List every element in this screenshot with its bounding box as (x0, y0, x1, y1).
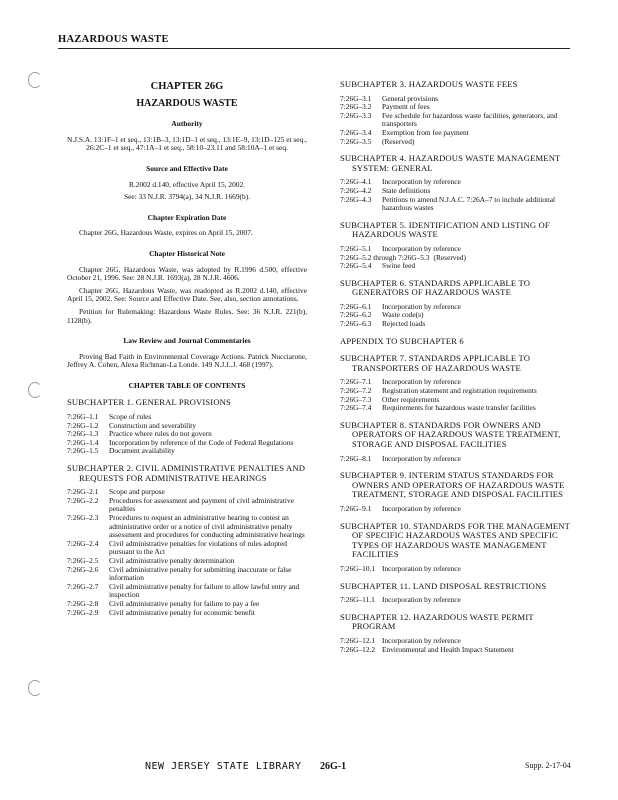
section-title: Civil administrative penalty for failure to allow lawful entry and inspection (109, 581, 300, 600)
chapter-number: CHAPTER 26G (150, 81, 224, 92)
section-title: (Reserved) (382, 136, 415, 146)
toc-entry (340, 303, 576, 312)
binder-hole-mark (28, 72, 42, 88)
binder-hole-mark (28, 382, 42, 398)
section-number: 7:26G–1.3 (67, 429, 99, 439)
section-title: (Reserved) (433, 252, 466, 262)
section-title: General provisions (382, 93, 439, 103)
section-title: Practice where rules do not govern (109, 429, 212, 439)
section-title: Civil administrative penalties for violations of rules adopted pursuant to the Act (109, 538, 287, 557)
section-number: 7:26G–2.4 (67, 538, 99, 548)
section-number: 7:26G–2.8 (67, 598, 99, 608)
toc-entry (340, 112, 576, 129)
subchapter-title: SUBCHAPTER 4. HAZARDOUS WASTE MANAGEMENT SYSTEM: GENERAL (340, 153, 561, 173)
toc-entry (340, 320, 576, 329)
section-number: 7:26G–1.2 (67, 420, 99, 430)
source-text: See: 33 N.J.R. 3794(a), 34 N.J.R. 1669(b). (123, 192, 251, 202)
section-number: 7:26G–6.1 (340, 301, 372, 311)
section-number: 7:26G–2.5 (67, 555, 99, 565)
toc-entry (340, 387, 576, 396)
history-note: Petition for Rulemaking: Hazardous Waste Rules. See: 36 N.J.R. 221(b), 1128(b). (67, 306, 307, 325)
section-title: Requirements for hazardous waste transfer facilities (382, 403, 536, 413)
toc-entry (340, 262, 576, 271)
section-title: Document availability (109, 446, 175, 456)
subchapter-title: SUBCHAPTER 11. LAND DISPOSAL RESTRICTIONS (340, 580, 547, 591)
toc-entry (340, 129, 576, 138)
section-number: 7:26G–12.2 (340, 644, 376, 654)
section-title: Incorporation by reference (382, 503, 461, 513)
section-number: 7:26G–8.1 (340, 453, 372, 463)
toc-entry (340, 404, 576, 413)
toc-entry (340, 455, 576, 464)
section-title: Scope and purpose (109, 487, 165, 497)
library-stamp: NEW JERSEY STATE LIBRARY (145, 761, 302, 772)
section-title: Incorporation by reference (382, 243, 461, 253)
section-title: Rejected loads (382, 319, 426, 329)
toc-entry (340, 311, 576, 320)
section-number: 7:26G–4.2 (340, 185, 372, 195)
toc-entry (340, 254, 576, 263)
toc-entry (340, 596, 576, 605)
subchapter-title: SUBCHAPTER 1. GENERAL PROVISIONS (67, 397, 231, 408)
toc-entry (340, 196, 576, 213)
section-title: Waste code(s) (382, 310, 424, 320)
section-title: Incorporation by reference (382, 301, 461, 311)
subchapter-title: SUBCHAPTER 3. HAZARDOUS WASTE FEES (340, 79, 518, 89)
history-note: Chapter 26G, Hazardous Waste, was adopted by R.1996 d.500, effective October 21, 1996. See: 28 N.J.R. 1693(a), 28 N.J.R. 4606. (67, 264, 307, 283)
history-heading: Chapter Historical Note (149, 248, 225, 258)
section-title: Scope of rules (109, 412, 152, 422)
section-number: 7:26G–7.3 (340, 394, 372, 404)
section-title: Incorporation by reference (382, 563, 461, 573)
authority-text: N.J.S.A. 13:1F–1 et seq., 13:1B–3, 13:1D–1 et seq., 13:1E–9, 13:1D–125 et seq., 26:2C–1 et seq., 47:1A–1 et seq., 58:10–23.11 and 58:10A–1 et seq. (67, 134, 307, 153)
section-number: 7:26G–11.1 (340, 595, 375, 605)
page-number: 26G-1 (320, 761, 347, 772)
section-title: Procedures to request an administrative hearing to contest an administrative order or a notice of civil administrative penalty assessment and procedures for conducting administrative hearings (109, 513, 305, 540)
subchapter-title: SUBCHAPTER 10. STANDARDS FOR THE MANAGEMENT OF SPECIFIC HAZARDOUS WASTES AND SPECIFIC TYPES OF HAZARDOUS WASTE MANAGEMENT FACILITIES (340, 520, 570, 560)
section-number: 7:26G–4.3 (340, 194, 372, 204)
toc-left (67, 398, 307, 617)
section-number: 7:26G–5.1 (340, 243, 372, 253)
section-title: Civil administrative penalty for failure to pay a fee (109, 598, 260, 608)
section-title: Fee schedule for hazardous waste facilities, generators, and transporters (382, 110, 558, 129)
toc-entry (67, 540, 307, 557)
toc-entry (340, 138, 576, 147)
section-title: Petitions to amend N.J.A.C. 7:26A–7 to include additional hazardous wastes (382, 194, 556, 213)
toc-entry (340, 646, 576, 655)
toc-entry (340, 178, 576, 187)
expiration-text: Chapter 26G, Hazardous Waste, expires on April 15, 2007. (79, 228, 253, 238)
section-title: Exemption from fee payment (382, 127, 469, 137)
section-title: Swine feed (382, 261, 416, 271)
toc-entry (340, 565, 576, 574)
source-heading: Source and Effective Date (146, 163, 228, 173)
section-number: 7:26G–5.4 (340, 261, 372, 271)
subchapter-title: SUBCHAPTER 9. INTERIM STATUS STANDARDS FOR OWNERS AND OPERATORS OF HAZARDOUS WASTE TREATMENT, STORAGE AND DISPOSAL FACILITIES (340, 470, 565, 500)
section-number: 7:26G–3.3 (340, 110, 372, 120)
toc-entry (67, 497, 307, 514)
section-title: Environmental and Health Impact Statement (382, 644, 514, 654)
section-number: 7:26G–6.3 (340, 319, 372, 329)
section-number: 7:26G–9.1 (340, 503, 372, 513)
section-number: 7:26G–1.4 (67, 437, 99, 447)
section-number: 7:26G–2.9 (67, 607, 99, 617)
section-number: 7:26G–7.1 (340, 377, 372, 387)
running-head: HAZARDOUS WASTE (58, 34, 169, 45)
header-rule (58, 48, 570, 49)
section-number: 7:26G–3.5 (340, 136, 372, 146)
authority-heading: Authority (171, 119, 203, 129)
section-title: Incorporation by reference (382, 377, 461, 387)
expiration-heading: Chapter Expiration Date (147, 212, 227, 222)
section-number: 7:26G–3.4 (340, 127, 372, 137)
section-number: 7:26G–2.7 (67, 581, 99, 591)
toc-entry (67, 566, 307, 583)
section-number: 7:26G–12.1 (340, 635, 376, 645)
subchapter-title: SUBCHAPTER 12. HAZARDOUS WASTE PERMIT PROGRAM (340, 611, 534, 632)
subchapter-title: SUBCHAPTER 7. STANDARDS APPLICABLE TO TRANSPORTERS OF HAZARDOUS WASTE (340, 353, 531, 373)
section-title: Other requirements (382, 394, 440, 404)
section-title: Civil administrative penalty for submitting inaccurate or false information (109, 564, 292, 583)
section-number: 7:26G–2.3 (67, 513, 99, 522)
law-review-heading: Law Review and Journal Commentaries (123, 336, 251, 346)
toc-heading: CHAPTER TABLE OF CONTENTS (128, 380, 246, 390)
toc-entry (340, 505, 576, 514)
section-number: 7:26G–5.2 through 7:26G–5.3 (340, 252, 430, 262)
section-title: Procedures for assessment and payment of civil administrative penalties (109, 495, 294, 514)
subchapter-title: APPENDIX TO SUBCHAPTER 6 (340, 335, 464, 346)
toc-entry (67, 609, 307, 618)
section-number: 7:26G–3.2 (340, 102, 372, 112)
toc-entry (67, 447, 307, 456)
toc-entry (67, 514, 307, 540)
section-title: Incorporation by reference (382, 453, 461, 463)
section-title: Incorporation by reference (382, 595, 461, 605)
section-title: Payment of fees (382, 102, 430, 112)
section-title: Construction and severability (109, 420, 197, 430)
section-number: 7:26G–1.1 (67, 412, 99, 422)
section-title: Incorporation by reference of the Code of Federal Regulations (109, 437, 294, 447)
toc-entry (67, 439, 307, 448)
section-number: 7:26G–2.6 (67, 564, 99, 574)
toc-right (340, 80, 576, 654)
section-title: Civil administrative penalty determination (109, 555, 235, 565)
toc-entry (340, 95, 576, 104)
subchapter-title: SUBCHAPTER 5. IDENTIFICATION AND LISTING OF HAZARDOUS WASTE (340, 219, 550, 240)
law-review-text: Proving Bad Faith in Environmental Coverage Actions. Patrick Nucciarone, Jeffrey A. Cohen, Alexa Richman-La Londe. 149 N.J.L.J. 468 (1997). (67, 351, 307, 370)
subchapter-title: SUBCHAPTER 8. STANDARDS FOR OWNERS AND OPERATORS OF HAZARDOUS WASTE TREATMENT, STORAGE AND DISPOSAL FACILITIES (340, 419, 561, 449)
section-number: 7:26G–3.1 (340, 93, 372, 103)
section-title: State definitions (382, 185, 431, 195)
section-title: Incorporation by reference (382, 177, 461, 187)
source-text: R.2002 d.140, effective April 15, 2002. (128, 179, 246, 189)
section-number: 7:26G–2.1 (67, 487, 99, 497)
left-column (67, 80, 307, 617)
toc-entry (67, 583, 307, 600)
supplement-date: Supp. 2-17-04 (525, 761, 571, 770)
right-column (340, 80, 576, 654)
history-note: Chapter 26G, Hazardous Waste, was readopted as R.2002 d.140, effective April 15, 2002. See: Source and Effective Date. See, also, section annotations. (67, 285, 307, 304)
section-number: 7:26G–10.1 (340, 563, 376, 573)
chapter-title: HAZARDOUS WASTE (136, 97, 238, 109)
section-number: 7:26G–7.4 (340, 403, 372, 413)
section-title: Registration statement and registration requirements (382, 386, 537, 396)
subchapter-title: SUBCHAPTER 2. CIVIL ADMINISTRATIVE PENALTIES AND REQUESTS FOR ADMINISTRATIVE HEARINGS (67, 463, 306, 483)
section-number: 7:26G–6.2 (340, 310, 372, 320)
binder-hole-mark (28, 680, 42, 696)
subchapter-title: SUBCHAPTER 6. STANDARDS APPLICABLE TO GENERATORS OF HAZARDOUS WASTE (340, 277, 531, 298)
section-number: 7:26G–2.2 (67, 495, 99, 505)
section-number: 7:26G–4.1 (340, 177, 372, 187)
section-number: 7:26G–1.5 (67, 446, 99, 456)
section-title: Incorporation by reference (382, 635, 461, 645)
section-title: Civil administrative penalty for economic benefit (109, 607, 255, 617)
section-number: 7:26G–7.2 (340, 386, 372, 396)
